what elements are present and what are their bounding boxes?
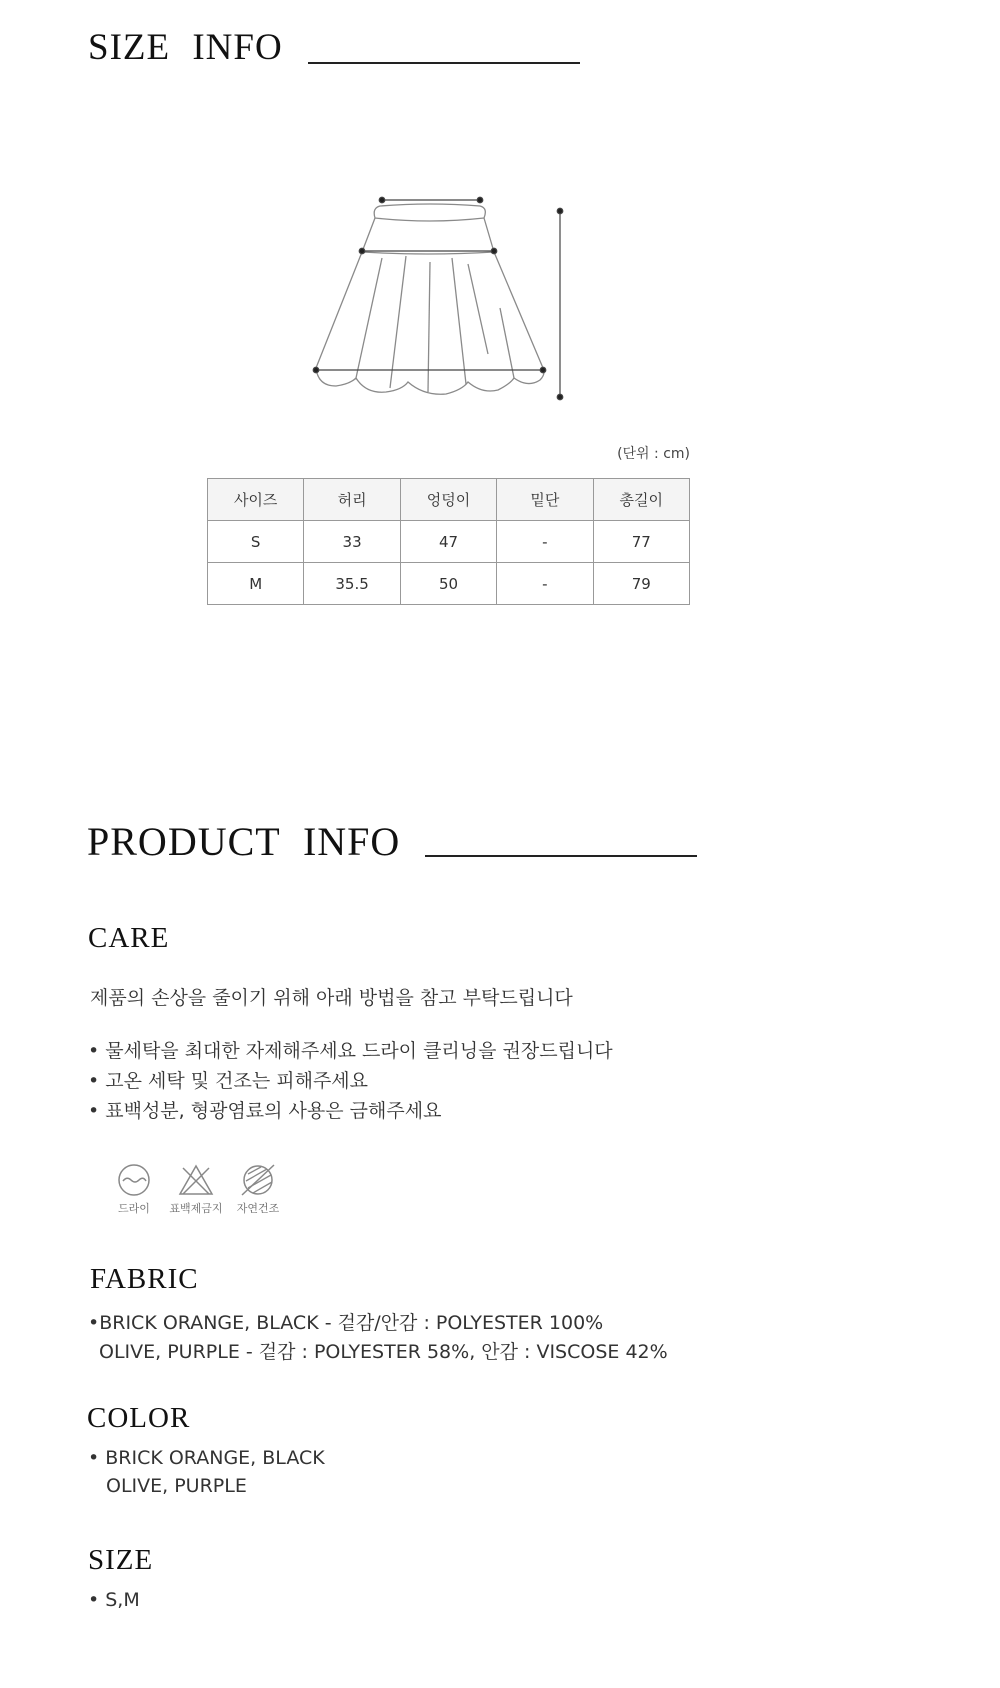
care-list — [88, 1036, 613, 1126]
list-item: • 고온 세탁 및 건조는 피해주세요 — [88, 1066, 613, 1096]
header-cell: 엉덩이 — [400, 479, 496, 521]
care-heading: CARE — [88, 922, 170, 954]
table-cell: - — [497, 521, 593, 563]
dry-clean-icon — [116, 1162, 152, 1198]
fabric-heading: FABRIC — [90, 1263, 199, 1295]
color-line: • BRICK ORANGE, BLACK — [88, 1447, 325, 1469]
heading-underline — [308, 62, 580, 64]
care-icon-label: 드라이 — [118, 1202, 150, 1215]
size-info-heading: SIZE INFO — [88, 27, 283, 68]
no-bleach-icon — [177, 1162, 215, 1198]
list-item: • 물세탁을 최대한 자제해주세요 드라이 클리닝을 권장드립니다 — [88, 1036, 613, 1066]
table-cell: 47 — [400, 521, 496, 563]
table-cell: 79 — [593, 563, 689, 605]
header-cell: 총길이 — [593, 479, 689, 521]
header-cell: 허리 — [304, 479, 400, 521]
natural-dry-item — [226, 1162, 290, 1216]
care-icons — [102, 1162, 302, 1224]
skirt-measurement-diagram — [300, 190, 590, 430]
care-icon-label: 표백제금지 — [169, 1202, 223, 1215]
table-row — [208, 521, 690, 563]
dry-clean-item — [102, 1162, 166, 1216]
table-row — [208, 563, 690, 605]
table-cell: - — [497, 563, 593, 605]
care-intro: 제품의 손상을 줄이기 위해 아래 방법을 참고 부탁드립니다 — [90, 987, 573, 1009]
unit-label: (단위 : cm) — [617, 446, 690, 462]
table-cell: 77 — [593, 521, 689, 563]
color-line: OLIVE, PURPLE — [106, 1475, 247, 1497]
size-heading: SIZE — [88, 1544, 154, 1576]
table-header-row — [208, 479, 690, 521]
fabric-line: OLIVE, PURPLE - 겉감 : POLYESTER 58%, 안감 : VISCOSE 42% — [99, 1341, 668, 1363]
header-cell: 사이즈 — [208, 479, 304, 521]
table-cell: 33 — [304, 521, 400, 563]
product-info-heading: PRODUCT INFO — [87, 819, 401, 864]
table-cell: M — [208, 563, 304, 605]
table-cell: 50 — [400, 563, 496, 605]
heading-underline — [425, 855, 697, 857]
fabric-line: •BRICK ORANGE, BLACK - 겉감/안감 : POLYESTER 100% — [88, 1312, 604, 1334]
natural-dry-icon — [239, 1162, 277, 1198]
list-item: • 표백성분, 형광염료의 사용은 금해주세요 — [88, 1096, 613, 1126]
care-icon-label: 자연건조 — [236, 1202, 280, 1215]
no-bleach-item — [164, 1162, 228, 1216]
table-cell: S — [208, 521, 304, 563]
size-table — [207, 478, 690, 605]
header-cell: 밑단 — [497, 479, 593, 521]
color-heading: COLOR — [87, 1402, 191, 1434]
size-line: • S,M — [88, 1589, 140, 1611]
table-cell: 35.5 — [304, 563, 400, 605]
